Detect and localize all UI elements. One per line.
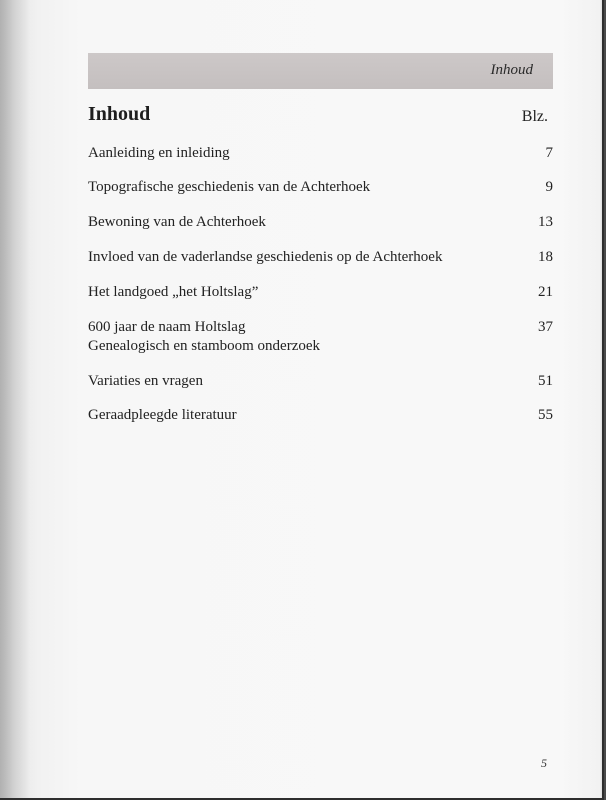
toc-entry-line: Topografische geschiedenis van de Achterhoek [88,179,371,195]
toc-entry-title [88,372,203,391]
toc-entry-page: 21 [538,284,553,300]
toc-entry-page: 18 [538,249,553,265]
toc-entry-line: Geraadpleegde literatuur [88,407,237,423]
toc-entry[interactable] [88,372,553,391]
page-number: 5 [541,756,547,770]
running-header-band [88,53,553,89]
toc-entry[interactable] [88,178,553,197]
toc-entry-line: 600 jaar de naam Holtslag [88,319,246,335]
toc-entry-title [88,406,237,425]
toc-entry-page: 55 [538,407,553,423]
toc-entry[interactable] [88,283,553,302]
toc-entry-title [88,213,266,232]
toc-entry[interactable] [88,318,553,356]
toc-entry[interactable] [88,406,553,425]
toc-entry[interactable] [88,248,553,267]
toc-entry-page: 51 [538,373,553,389]
toc-entry-page: 9 [545,179,553,195]
toc-entry-line: Variaties en vragen [88,373,203,389]
toc-entry-page: 7 [545,145,553,161]
toc-entry-line: Bewoning van de Achterhoek [88,214,266,230]
toc-entry[interactable] [88,213,553,232]
toc-entry-line: Aanleiding en inleiding [88,145,230,161]
toc-entry-title [88,144,230,163]
toc-entry-title [88,248,442,267]
toc-entry-line: Invloed van de vaderlandse geschiedenis op de Achterhoek [88,249,443,265]
toc-entry-title [88,318,320,356]
toc-entry-page: 37 [538,319,553,335]
toc-entry-line: Het landgoed „het Holtslag” [88,284,259,300]
running-header-title: Inhoud [490,62,533,78]
toc-entry-line: Genealogisch en stamboom onderzoek [88,338,321,354]
toc-heading: Inhoud [88,103,151,125]
toc-entry-title [88,178,370,197]
page-column-label: Blz. [521,108,548,125]
toc-entry-title [88,283,258,302]
toc-entry[interactable] [88,144,553,163]
toc-entry-page: 13 [538,214,553,230]
